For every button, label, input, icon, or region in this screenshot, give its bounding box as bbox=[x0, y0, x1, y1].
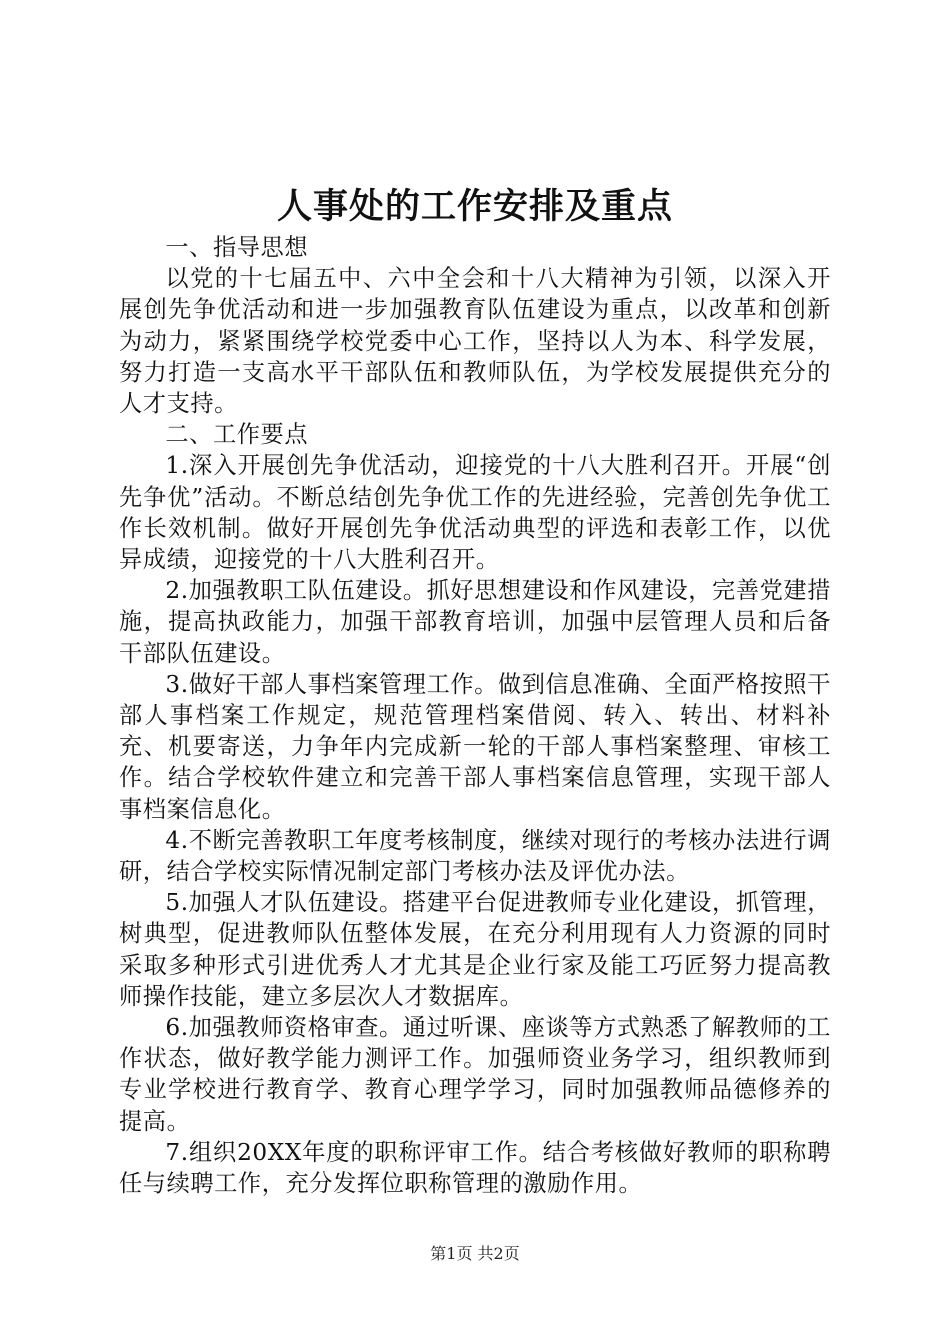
paragraph-item-1: 1.深入开展创先争优活动，迎接党的十八大胜利召开。开展“创先争优”活动。不断总结创先争优工作的先进经验，完善创先争优工作长效机制。做好开展创先争优活动典型的评选和表彰工作，以优异成绩，迎接党的十八大胜利召开。 bbox=[119, 452, 831, 574]
paragraph-item-2: 2.加强教职工队伍建设。抓好思想建设和作风建设，完善党建措施，提高执政能力，加强干部教育培训，加强中层管理人员和后备干部队伍建设。 bbox=[119, 577, 831, 667]
section-heading-work-points: 二、工作要点 bbox=[165, 421, 309, 449]
document-title: 人事处的工作安排及重点 bbox=[276, 186, 673, 227]
paragraph-item-5: 5.加强人才队伍建设。搭建平台促进教师专业化建设，抓管理，树典型，促进教师队伍整体发展，在充分利用现有人力资源的同时采取多种形式引进优秀人才尤其是企业行家及能工巧匠努力提高教师操作技能，建立多层次人才数据库。 bbox=[119, 889, 831, 1010]
paragraph-guiding-thought: 以党的十七届五中、六中全会和十八大精神为引领，以深入开展创先争优活动和进一步加强教育队伍建设为重点，以改革和创新为动力，紧紧围绕学校党委中心工作，坚持以人为本、科学发展，努力打造一支高水平干部队伍和教师队伍，为学校发展提供充分的人才支持。 bbox=[119, 265, 831, 418]
paragraph-item-6: 6.加强教师资格审查。通过听课、座谈等方式熟悉了解教师的工作状态，做好教学能力测评工作。加强师资业务学习，组织教师到专业学校进行教育学、教育心理学学习，同时加强教师品德修养的提高。 bbox=[119, 1014, 831, 1135]
page-number-footer: 第1页 共2页 bbox=[430, 1244, 520, 1263]
paragraph-item-7: 7.组织20XX年度的职称评审工作。结合考核做好教师的职称聘任与续聘工作，充分发挥位职称管理的激励作用。 bbox=[119, 1138, 831, 1198]
section-heading-guiding-thought: 一、指导思想 bbox=[165, 234, 309, 261]
paragraph-item-3: 3.做好干部人事档案管理工作。做到信息准确、全面严格按照干部人事档案工作规定，规范管理档案借阅、转入、转出、材料补充、机要寄送，力争年内完成新一轮的干部人事档案整理、审核工作。结合学校软件建立和完善干部人事档案信息管理，实现干部人事档案信息化。 bbox=[119, 670, 831, 823]
paragraph-item-4: 4.不断完善教职工年度考核制度，继续对现行的考核办法进行调研，结合学校实际情况制定部门考核办法及评优办法。 bbox=[119, 826, 831, 886]
document-body bbox=[119, 232, 831, 1199]
